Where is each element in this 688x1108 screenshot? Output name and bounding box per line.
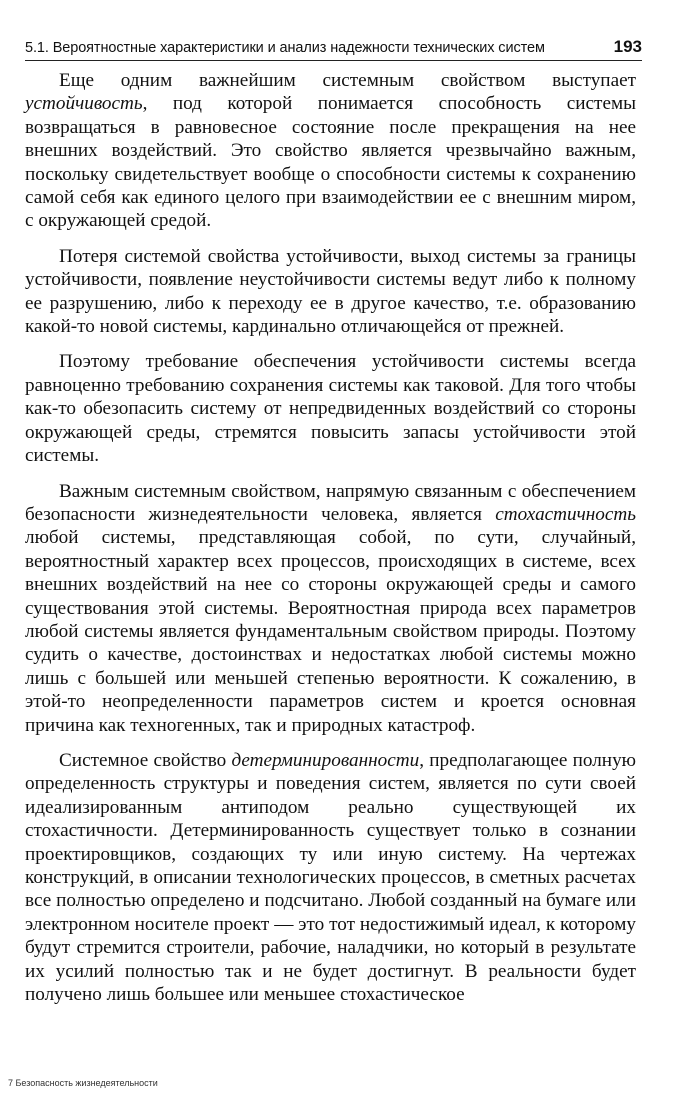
term-stability: устойчивость — [25, 93, 143, 115]
term-determinism: детерминированности — [231, 749, 420, 771]
paragraph-stochasticity: Важным системным свойством, напрямую связанным с обеспечением безопасности жизнедеятельности человека, является стохастичность любой системы, представляющая собой, по сути, случайный, вероятностный характер всех процессов, происходящих в системе, всех внешних воздействий на нее со стороны окружающей среды и самого существования этой системы. Вероятностная природа всех параметров любой системы является фундаментальным свойством природы. Поэтому судить о качестве, достоинствах и недостатках любой системы можно лишь с большей или меньшей степенью вероятности. К сожалению, в этой-то неопределенности параметров систем и кроется основная причина как техногенных, так и природных катастроф. — [25, 480, 636, 736]
page-number: 193 — [613, 37, 642, 56]
paragraph-loss-of-stability: Потеря системой свойства устойчивости, выход системы за границы устойчивости, появление неустойчивости системы ведут либо к полному ее разрушению, либо к переходу ее в другое качество, т.е. образованию какой-то новой системы, кардинально отличающейся от прежней. — [25, 245, 636, 338]
body-text — [25, 69, 636, 1018]
signature-footer: 7 Безопасность жизнедеятельности — [8, 1078, 158, 1088]
paragraph-stability: Еще одним важнейшим системным свойством выступает устойчивость, под которой понимается способность системы возвращаться в равновесное состояние после прекращения на нее внешних воздействий. Это свойство является чрезвычайно важным, поскольку свидетельствует вообще о способности системы к сохранению самой себя как единого целого при взаимодействии ее с внешним миром, с окружающей средой. — [25, 70, 636, 232]
paragraph-determinism: Системное свойство детерминированности, предполагающее полную определенность структуры и поведения систем, является по сути своей идеализированным антиподом реально существующей их стохастичности. Детерминированность существует только в сознании проектировщиков, создающих ту или иную систему. На чертежах конструкций, в описании технологических процессов, в сметных расчетах все полностью определено и подсчитано. Любой созданный на бумаге или электронном носителе проект — это тот недостижимый идеал, к которому будут стремится строители, рабочие, наладчики, но который в результате их усилий полностью так и не будет достигнут. В реальности будет получено лишь большее или меньшее стохастическое — [25, 749, 636, 1006]
running-title: 5.1. Вероятностные характеристики и анализ надежности технических систем — [25, 40, 545, 56]
term-stochasticity: стохастичность — [495, 503, 636, 525]
running-header — [25, 34, 642, 61]
paragraph-stability-requirement: Поэтому требование обеспечения устойчивости системы всегда равноценно требованию сохранения системы как таковой. Для того чтобы как-то обезопасить систему от непредвиденных воздействий со стороны окружающей среды, стремятся повысить запасы устойчивости этой системы. — [25, 351, 636, 467]
